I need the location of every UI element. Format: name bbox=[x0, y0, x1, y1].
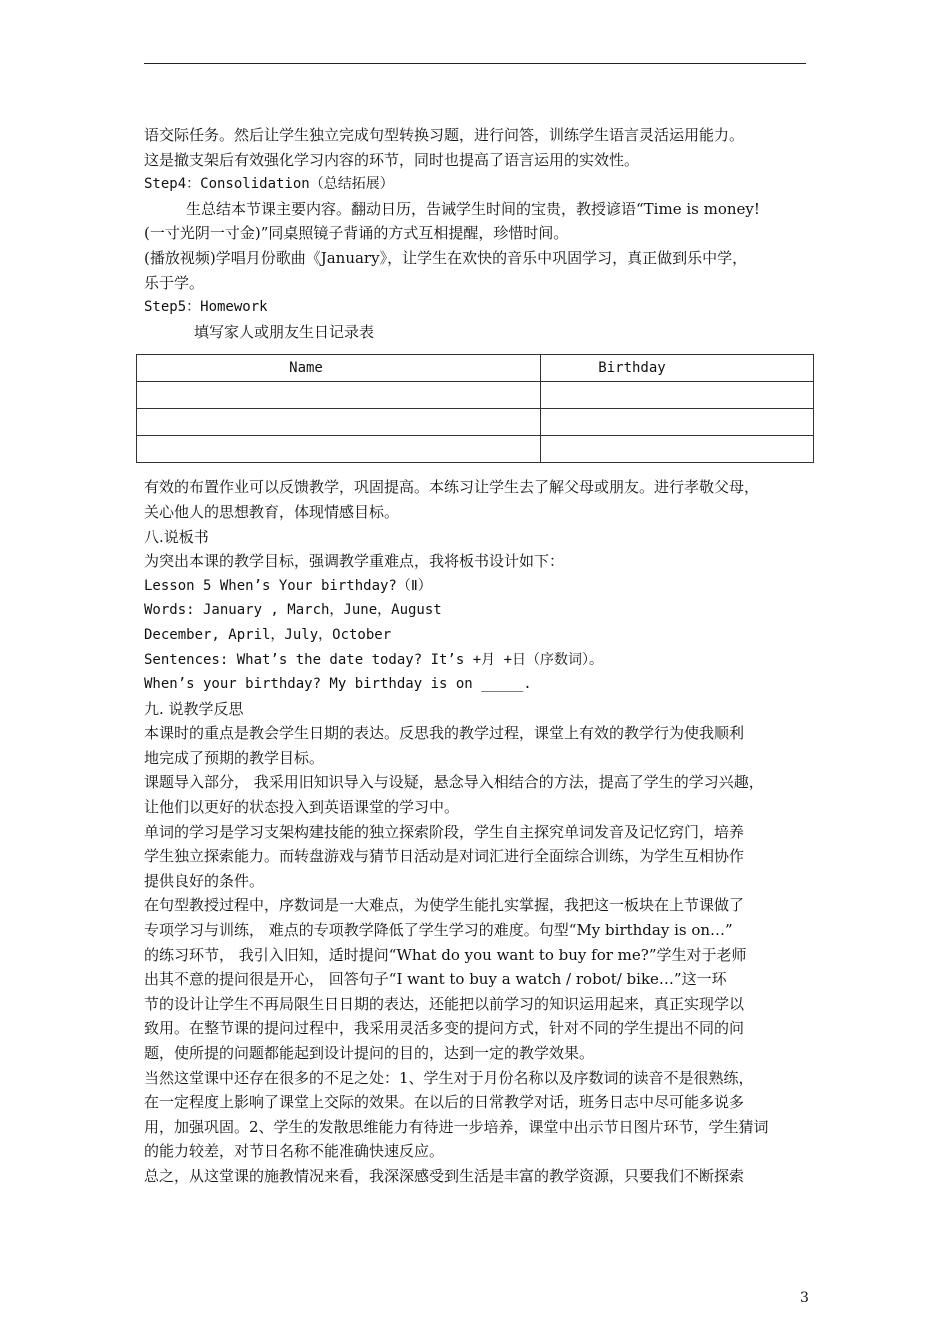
name-column-header: Name bbox=[137, 355, 541, 382]
text-line: 提供良好的条件。 bbox=[144, 871, 265, 890]
birthday-cell[interactable] bbox=[541, 382, 814, 409]
birthday-record-table bbox=[136, 354, 814, 463]
table-row bbox=[137, 409, 814, 436]
birthday-column-header: Birthday bbox=[541, 355, 814, 382]
text-line: 节的设计让学生不再局限生日日期的表达，还能把以前学习的知识运用起来，真正实现学以 bbox=[144, 994, 745, 1013]
text-line: 有效的布置作业可以反馈教学，巩固提高。本练习让学生去了解父母或朋友。进行孝敬父母， bbox=[144, 478, 760, 497]
text-line: 总之，从这堂课的施教情况来看，我深深感受到生活是丰富的教学资源，只要我们不断探索 bbox=[144, 1166, 745, 1185]
text-line: 语交际任务。然后让学生独立完成句型转换习题，进行问答，训练学生语言灵活运用能力。 bbox=[144, 126, 745, 144]
text-line: 在一定程度上影响了课堂上交际的效果。在以后的日常教学对话，班务日志中尽可能多说多 bbox=[144, 1093, 745, 1112]
header-rule bbox=[144, 63, 806, 64]
paragraphs-after-table bbox=[144, 475, 808, 1188]
name-cell[interactable] bbox=[137, 436, 541, 463]
text-line: 出其不意的提问很是开心， 回答句子“I want to buy a watch / robot/ bike…”这一环 bbox=[144, 970, 727, 989]
text-line: 地完成了预期的教学目标。 bbox=[144, 748, 325, 767]
page-number: 3 bbox=[800, 1290, 809, 1306]
text-line: 生总结本节课主要内容。翻动日历，告诫学生时间的宝贵，教授谚语“Time is money! bbox=[186, 199, 760, 218]
text-line: 的能力较差，对节日名称不能准确快速反应。 bbox=[144, 1142, 445, 1161]
text-line: 填写家人或朋友生日记录表 bbox=[194, 322, 375, 341]
text-line: 八.说板书 bbox=[144, 527, 209, 546]
table-row bbox=[137, 436, 814, 463]
name-cell[interactable] bbox=[137, 409, 541, 436]
text-line: 当然这堂课中还存在很多的不足之处：1、学生对于月份名称以及序数词的读音不是很熟练， bbox=[144, 1068, 754, 1087]
birthday-cell[interactable] bbox=[541, 436, 814, 463]
text-line: 的练习环节， 我引入旧知，适时提问“What do you want to buy for me?”学生对于老师 bbox=[144, 945, 747, 964]
text-line: 致用。在整节课的提问过程中，我采用灵活多变的提问方式，针对不同的学生提出不同的问 bbox=[144, 1019, 745, 1038]
text-line: (一寸光阴一寸金)”同桌照镜子背诵的方式互相提醒，珍惜时间。 bbox=[144, 224, 569, 243]
text-line: 在句型教授过程中，序数词是一大难点，为使学生能扎实掌握，我把这一板块在上节课做了 bbox=[144, 896, 745, 915]
text-line: When’s your birthday? My birthday is on _____. bbox=[144, 676, 532, 693]
paragraphs-before-table bbox=[144, 123, 808, 344]
text-line: 本课时的重点是教会学生日期的表达。反思我的教学过程，课堂上有效的教学行为使我顺利 bbox=[144, 724, 745, 743]
text-line: Step5：Homework bbox=[144, 299, 268, 316]
text-line: 学生独立探索能力。而转盘游戏与猜节日活动是对词汇进行全面综合训练，为学生互相协作 bbox=[144, 847, 745, 866]
name-cell[interactable] bbox=[137, 382, 541, 409]
table-header-row bbox=[137, 355, 814, 382]
birthday-cell[interactable] bbox=[541, 409, 814, 436]
text-line: 课题导入部分， 我采用旧知识导入与设疑，悬念导入相结合的方法，提高了学生的学习兴趣， bbox=[144, 773, 764, 792]
table-row bbox=[137, 382, 814, 409]
text-line: 单词的学习是学习支架构建技能的独立探索阶段，学生自主探究单词发音及记忆窍门，培养 bbox=[144, 822, 745, 841]
text-line: 九. 说教学反思 bbox=[144, 699, 244, 718]
text-line: Words: January , March，June，August bbox=[144, 602, 442, 619]
text-line: 专项学习与训练， 难点的专项教学降低了学生学习的难度。句型“My birthday is on…” bbox=[144, 921, 733, 940]
text-line: 题，使所提的问题都能起到设计提问的目的，达到一定的教学效果。 bbox=[144, 1044, 595, 1062]
text-line: Step4：Consolidation（总结拓展） bbox=[144, 176, 394, 193]
text-line: Lesson 5 When’s Your birthday?（Ⅱ） bbox=[144, 577, 432, 594]
text-line: 乐于学。 bbox=[144, 273, 205, 292]
text-line: 为突出本课的教学目标，强调教学重难点，我将板书设计如下： bbox=[144, 552, 565, 571]
text-line: Sentences: What’s the date today? It’s +月 +日（序数词）。 bbox=[144, 651, 604, 668]
table-body bbox=[137, 382, 814, 463]
text-line: 让他们以更好的状态投入到英语课堂的学习中。 bbox=[144, 798, 460, 817]
text-line: (播放视频)学唱月份歌曲《January》，让学生在欢快的音乐中巩固学习，真正做到乐中学， bbox=[144, 248, 748, 267]
text-line: 用，加强巩固。2、学生的发散思维能力有待进一步培养，课堂中出示节日图片环节，学生猜词 bbox=[144, 1117, 769, 1136]
text-line: 关心他人的思想教育，体现情感目标。 bbox=[144, 502, 400, 521]
document-body bbox=[144, 123, 808, 1189]
text-line: 这是撤支架后有效强化学习内容的环节，同时也提高了语言运用的实效性。 bbox=[144, 150, 640, 169]
text-line: December, April，July，October bbox=[144, 626, 392, 643]
